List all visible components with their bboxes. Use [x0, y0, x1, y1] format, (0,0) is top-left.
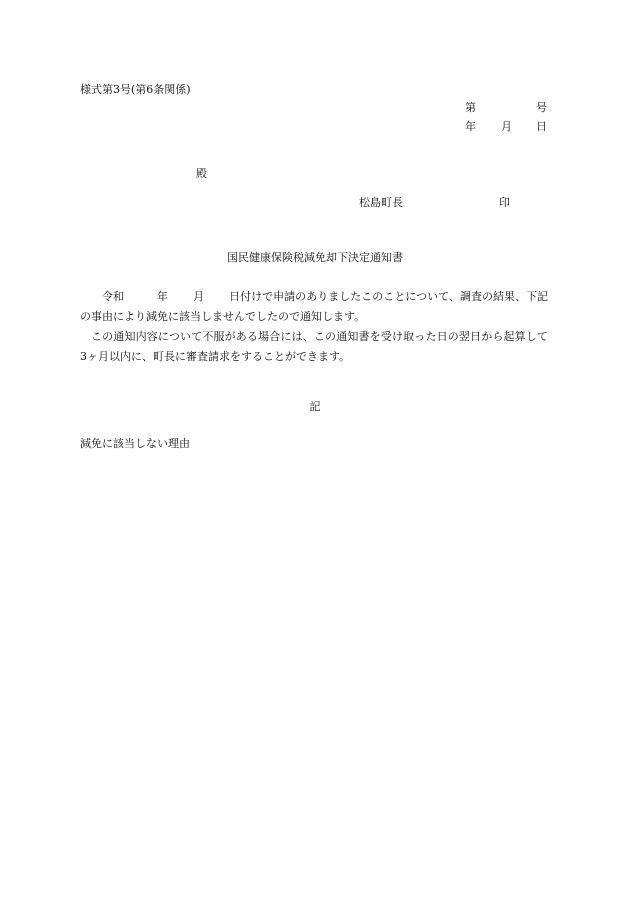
date-month-label: 月	[501, 120, 512, 133]
document-number-prefix: 第	[465, 101, 476, 114]
era-label: 令和	[102, 290, 125, 303]
addressee-honorific: 殿	[196, 167, 207, 180]
sender-seal: 印	[499, 196, 510, 209]
notice-paragraph-1	[80, 287, 548, 327]
application-month-label: 月	[193, 290, 205, 303]
reason-label: 減免に該当しない理由	[80, 437, 190, 450]
document-title: 国民健康保険税減免却下決定通知書	[227, 251, 403, 264]
sender-name: 松島町長	[359, 196, 403, 209]
notation-heading: 記	[309, 400, 321, 413]
document-number-suffix: 号	[536, 101, 547, 114]
date-day-label: 日	[536, 120, 547, 133]
application-year-label: 年	[157, 290, 169, 303]
notice-paragraph-2: この通知内容について不服がある場合には、この通知書を受け取った日の翌日から起算して3ヶ月以内に、町長に審査請求をすることができます。	[80, 330, 548, 363]
form-label: 様式第3号(第6条関係)	[80, 83, 191, 96]
notice-paragraph-1-text: 日付けで申請のありましたこのことについて、調査の結果、下記の事由により減免に該当しませんでしたので通知します。	[80, 290, 549, 323]
date-year-label: 年	[465, 120, 476, 133]
